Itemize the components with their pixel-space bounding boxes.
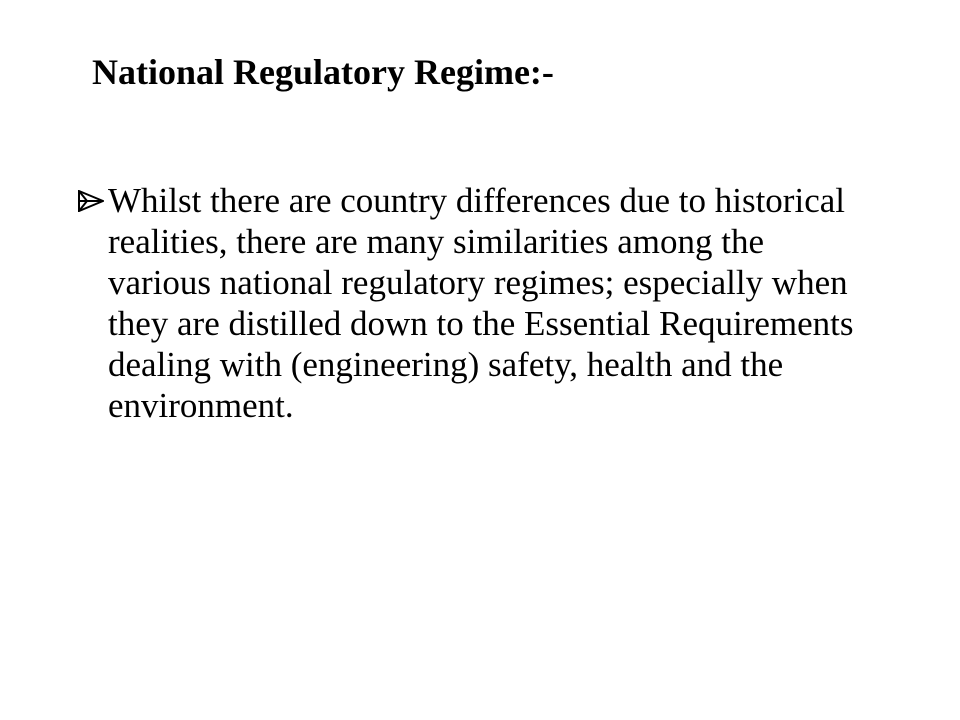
arrowhead-bullet-icon <box>78 190 104 212</box>
bullet-item <box>78 180 858 426</box>
bullet-text: Whilst there are country differences due to historical realities, there are many similarities among the various national regulatory regimes; especially when they are distilled down to the Essential Requirements dealing with (engineering) safety, health and the environment. <box>108 181 854 425</box>
bullet-list <box>78 180 858 426</box>
slide-title: National Regulatory Regime:- <box>92 52 554 92</box>
